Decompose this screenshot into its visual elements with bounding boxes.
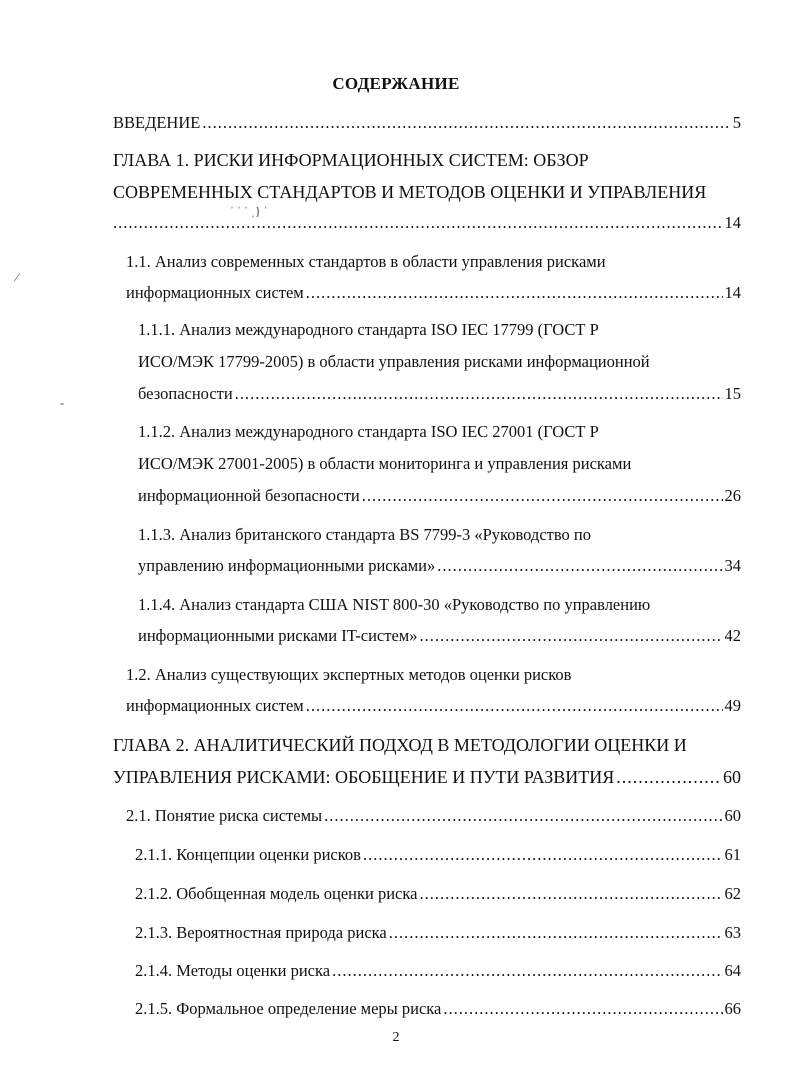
- leader-dots: [324, 806, 722, 826]
- toc-entry-text: 2.1.2. Обобщенная модель оценки риска: [135, 884, 418, 903]
- toc-entry-text: ВВЕДЕНИЕ: [113, 113, 201, 132]
- toc-page-number: 5: [732, 113, 741, 132]
- toc-section-1-1-2-line-2: ИСО/МЭК 27001-2005) в области мониторинга и управления рисками: [138, 454, 632, 473]
- toc-page-number: 26: [724, 486, 741, 505]
- toc-section-1-1-3-line-1: 1.1.3. Анализ британского стандарта BS 7799-3 «Руководство по: [138, 525, 591, 544]
- toc-entry-section-1-1-1: [138, 384, 741, 404]
- toc-page-number: 64: [724, 961, 741, 980]
- leader-dots: [235, 384, 723, 404]
- toc-entry-text: 2.1.1. Концепции оценки рисков: [135, 845, 361, 864]
- toc-page-number: 14: [724, 213, 741, 232]
- toc-entry-section-2-1-1: [135, 845, 741, 865]
- toc-section-1-1-2-line-1: 1.1.2. Анализ международного стандарта ISO IEC 27001 (ГОСТ Р: [138, 422, 599, 441]
- toc-title: СОДЕРЖАНИЕ: [332, 74, 460, 93]
- toc-page-number: 61: [724, 845, 741, 864]
- toc-section-1-1-line-1: 1.1. Анализ современных стандартов в области управления рисками: [126, 252, 606, 271]
- toc-entry-section-1-1-4: [138, 626, 741, 646]
- leader-dots: [419, 884, 722, 904]
- leader-dots: [389, 923, 723, 943]
- toc-page-number: 60: [724, 806, 741, 825]
- toc-entry-intro: [113, 113, 741, 133]
- toc-entry-text: информационных систем: [126, 283, 304, 302]
- leader-dots: [113, 213, 723, 233]
- toc-chapter-1-line-1: ГЛАВА 1. РИСКИ ИНФОРМАЦИОННЫХ СИСТЕМ: ОБЗОР: [113, 150, 589, 170]
- leader-dots: [443, 999, 722, 1019]
- leader-dots: [363, 845, 723, 865]
- toc-entry-section-1-1-2: [138, 486, 741, 506]
- toc-entry-text: 2.1.4. Методы оценки риска: [135, 961, 331, 980]
- leader-dots: [419, 626, 722, 646]
- toc-page-number: 14: [724, 283, 741, 302]
- toc-page-number: 66: [724, 999, 741, 1018]
- toc-entry-section-2-1-2: [135, 884, 741, 904]
- leader-dots: [362, 486, 723, 506]
- toc-page-number: 42: [724, 626, 741, 645]
- toc-page-number: 34: [724, 556, 741, 575]
- toc-entry-chapter-2: [113, 767, 741, 787]
- toc-entry-text: безопасности: [138, 384, 233, 403]
- page-number: 2: [392, 1030, 400, 1045]
- toc-entry-text: 2.1.5. Формальное определение меры риска: [135, 999, 442, 1018]
- toc-entry-text: 2.1. Понятие риска системы: [126, 806, 323, 825]
- leader-dots: [616, 767, 721, 787]
- toc-entry-text: управлению информационными рисками»: [138, 556, 436, 575]
- toc-entry-text: информационной безопасности: [138, 486, 360, 505]
- scan-artifact-mark: ˈ ˈ ˈ ˌ} ˈ: [230, 204, 268, 218]
- leader-dots: [306, 696, 723, 716]
- toc-entry-section-2-1-5: [135, 999, 741, 1019]
- toc-section-1-1-1-line-2: ИСО/МЭК 17799-2005) в области управления рисками информационной: [138, 352, 650, 371]
- toc-section-1-1-1-line-1: 1.1.1. Анализ международного стандарта ISO IEC 17799 (ГОСТ Р: [138, 320, 599, 339]
- leader-dots: [306, 283, 723, 303]
- toc-page-number: 60: [723, 767, 741, 787]
- toc-entry-chapter-1: [113, 213, 741, 233]
- toc-entry-text: 2.1.3. Вероятностная природа риска: [135, 923, 387, 942]
- toc-entry-text: информационными рисками IT-систем»: [138, 626, 418, 645]
- toc-entry-text: информационных систем: [126, 696, 304, 715]
- toc-chapter-1-line-2: СОВРЕМЕННЫХ СТАНДАРТОВ И МЕТОДОВ ОЦЕНКИ И УПРАВЛЕНИЯ: [113, 182, 707, 202]
- toc-page-number: 49: [724, 696, 741, 715]
- toc-page-number: 15: [724, 384, 741, 403]
- scan-artifact-mark: -: [60, 396, 64, 410]
- toc-entry-section-2-1: [126, 806, 741, 826]
- toc-page-number: 62: [724, 884, 741, 903]
- toc-entry-section-2-1-4: [135, 961, 741, 981]
- scan-artifact-mark: ⁄: [16, 270, 19, 284]
- toc-entry-section-1-1-3: [138, 556, 741, 576]
- leader-dots: [332, 961, 722, 981]
- leader-dots: [437, 556, 722, 576]
- toc-entry-section-1-2: [126, 696, 741, 716]
- toc-chapter-2-line-1: ГЛАВА 2. АНАЛИТИЧЕСКИЙ ПОДХОД В МЕТОДОЛОГИИ ОЦЕНКИ И: [113, 735, 687, 755]
- toc-entry-section-1-1: [126, 283, 741, 303]
- toc-section-1-1-4-line-1: 1.1.4. Анализ стандарта США NIST 800-30 «Руководство по управлению: [138, 595, 651, 614]
- toc-section-1-2-line-1: 1.2. Анализ существующих экспертных методов оценки рисков: [126, 665, 572, 684]
- toc-entry-section-2-1-3: [135, 923, 741, 943]
- toc-entry-text: УПРАВЛЕНИЯ РИСКАМИ: ОБОБЩЕНИЕ И ПУТИ РАЗВИТИЯ: [113, 767, 615, 787]
- leader-dots: [202, 113, 730, 133]
- toc-page-number: 63: [724, 923, 741, 942]
